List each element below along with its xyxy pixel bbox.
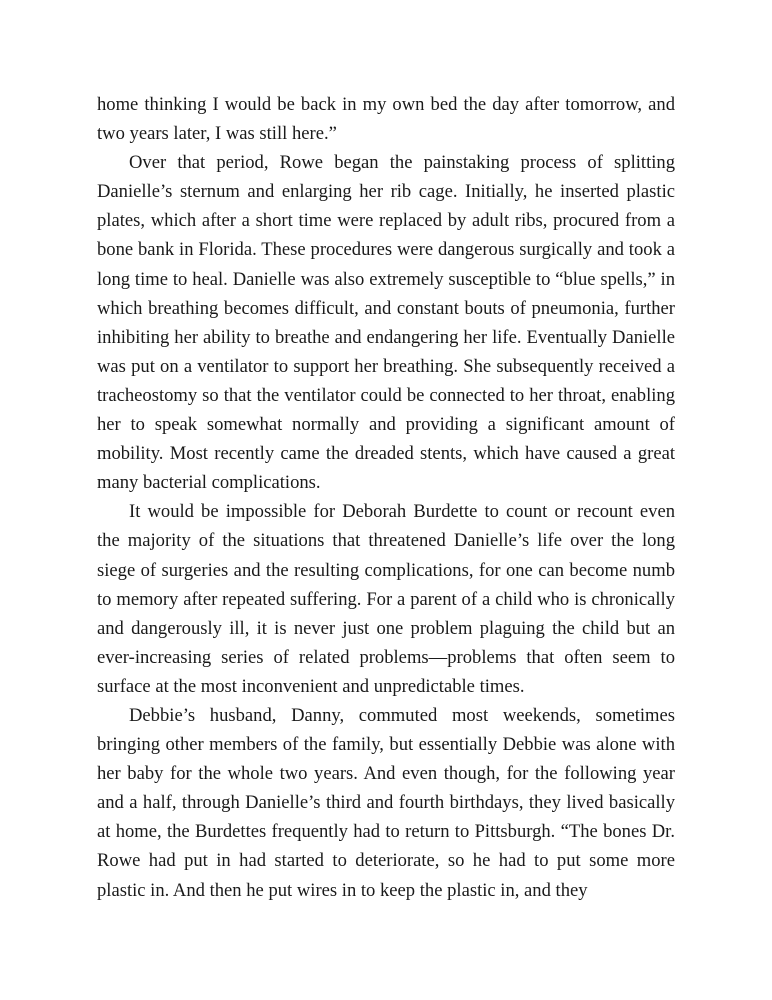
- paragraph-4: Debbie’s husband, Danny, commuted most weekends, sometimes bringing other members of the family, but essentially Debbie was alone with her baby for the whole two years. And even though, for the following year and a half, through Danielle’s third and fourth birthdays, they lived basically at home, the Burdettes frequently had to return to Pittsburgh. “The bones Dr. Rowe had put in had started to deteriorate, so he had to put some more plastic in. And then he put wires in to keep the plastic in, and they: [97, 704, 675, 901]
- paragraph-3: It would be impossible for Deborah Burdette to count or recount even the majority of the situations that threatened Danielle’s life over the long siege of surgeries and the resulting complications, for one can become numb to memory after repeated suffering. For a parent of a child who is chronically and dangerously ill, it is never just one problem plaguing the child but an ever-increasing series of related problems—problems that often seem to surface at the most inconvenient and unpredictable times.: [97, 501, 675, 697]
- paragraph-2: Over that period, Rowe began the painstaking process of splitting Danielle’s sternum and enlarging her rib cage. Initially, he inserted plastic plates, which after a short time were replaced by adult ribs, procured from a bone bank in Florida. These procedures were dangerous surgically and took a long time to heal. Danielle was also extremely susceptible to “blue spells,” in which breathing becomes difficult, and constant bouts of pneumonia, further inhibiting her ability to breathe and endangering her life. Eventually Danielle was put on a ventilator to support her breathing. She subsequently received a tracheostomy so that the ventilator could be connected to her throat, enabling her to speak somewhat normally and providing a significant amount of mobility. Most recently came the dreaded stents, which have caused a great many bacterial complications.: [97, 152, 675, 494]
- paragraph-1: home thinking I would be back in my own bed the day after tomorrow, and two years later, I was still here.”: [97, 94, 675, 145]
- document-page: [97, 90, 675, 905]
